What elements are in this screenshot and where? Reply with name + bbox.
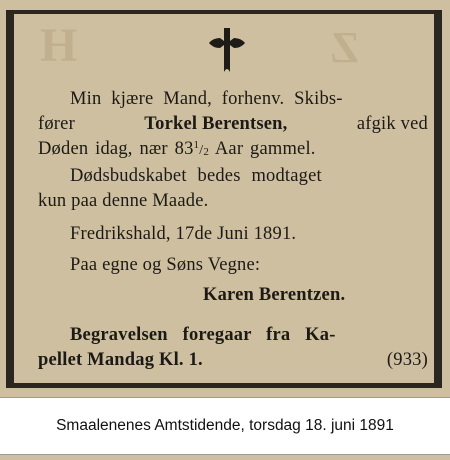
bleed-through-text: Z <box>330 23 360 72</box>
notice-text: Min kjære Mand, forhenv. Skibs- <box>70 89 343 109</box>
deceased-name: Torkel Berentsen, <box>144 114 288 134</box>
bleed-through-text: H <box>40 19 78 72</box>
notice-text: Paa egne og Søns Vegne: <box>70 255 261 275</box>
funeral-text: pellet Mandag Kl. 1. <box>38 350 203 370</box>
fraction-numerator: 1 <box>193 139 200 151</box>
notice-line-3 <box>38 140 316 159</box>
notice-text: kun paa denne Maade. <box>38 191 209 211</box>
dateline: Fredrikshald, 17de Juni 1891. <box>70 224 297 244</box>
notice-text: Dødsbudskabet bedes modtaget <box>70 166 322 186</box>
notice-line-2 <box>38 115 428 134</box>
notice-text: fører <box>38 114 75 134</box>
fraction-slash: / <box>199 143 204 158</box>
caption-text: Smaalenenes Amtstidende, torsdag 18. juni 1891 <box>56 417 394 434</box>
ad-number: (933) <box>386 350 428 370</box>
notice-line-5 <box>38 192 208 211</box>
notice-text: Døden idag, nær 83 <box>38 139 194 159</box>
latin-cross-icon <box>208 28 246 72</box>
notice-text: Aar gammel. <box>214 139 316 159</box>
notice-line-4 <box>70 167 428 186</box>
next-clipping-edge <box>0 455 450 460</box>
notice-text: afgik ved <box>356 114 428 134</box>
notice-line-7 <box>70 256 260 275</box>
source-caption <box>0 397 450 455</box>
notice-line-9 <box>70 326 428 345</box>
fraction-denominator: 2 <box>203 146 210 158</box>
notice-line-10 <box>38 351 428 370</box>
funeral-text: Begravelsen foregaar fra Ka- <box>70 325 336 345</box>
signature-name: Karen Berentzen. <box>203 285 346 305</box>
notice-line-8 <box>203 286 345 305</box>
notice-line-6 <box>70 225 296 244</box>
notice-line-1 <box>70 90 428 109</box>
